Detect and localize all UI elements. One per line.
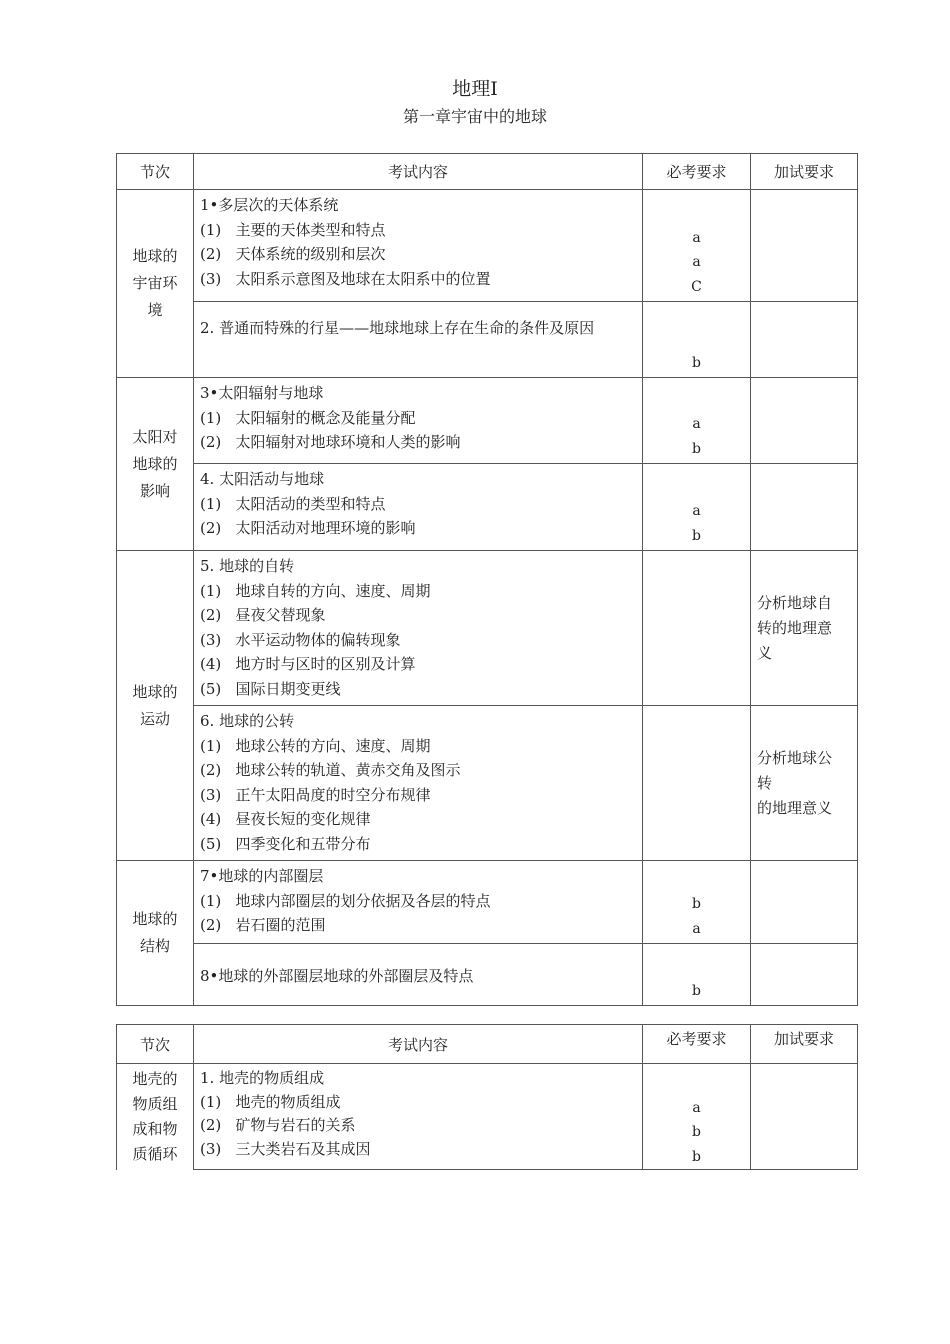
additional-cell — [751, 1064, 858, 1170]
section-name-line: 影响 — [139, 481, 170, 500]
required-level: b — [692, 1148, 701, 1165]
content-cell — [194, 551, 643, 706]
content-cell — [194, 944, 643, 1006]
additional-text-line: 义 — [757, 643, 773, 662]
content-cell — [194, 706, 643, 861]
item-sub: (2) 昼夜父替现象 — [200, 606, 326, 624]
additional-text-line: 的地理意义 — [757, 798, 833, 817]
item-sub: (2) 太阳活动对地理环境的影响 — [200, 519, 416, 537]
table-row — [117, 861, 858, 944]
additional-cell — [751, 302, 858, 378]
item-sub: (1) 主要的天体类型和特点 — [200, 220, 386, 239]
additional-text-line: 转 — [757, 773, 773, 792]
item-head: 8•地球的外部圈层地球的外部圈层及特点 — [200, 967, 474, 985]
section-name-line: 地球的 — [132, 454, 178, 473]
required-cell — [643, 706, 751, 861]
additional-cell — [751, 464, 858, 551]
header-content: 考试内容 — [194, 154, 643, 190]
additional-text-line: 分析地球公 — [757, 748, 833, 767]
table-row — [117, 378, 858, 464]
table-row — [117, 464, 858, 551]
section-name-line: 成和物 — [132, 1120, 178, 1138]
required-cell — [643, 861, 751, 944]
item-head: 7•地球的内部圈层 — [200, 867, 324, 885]
item-sub: (2) 岩石圈的范围 — [200, 916, 326, 934]
content-cell — [194, 861, 643, 944]
additional-cell — [751, 190, 858, 302]
required-cell — [643, 378, 751, 464]
table-header-row — [117, 1025, 858, 1064]
section-name-line: 地球的 — [132, 247, 178, 265]
required-cell — [643, 944, 751, 1006]
content-cell — [194, 464, 643, 551]
item-head: 1. 地壳的物质组成 — [200, 1069, 325, 1087]
required-level: a — [692, 1099, 701, 1116]
section-name-line: 境 — [147, 301, 163, 319]
item-sub: (1) 地球自转的方向、速度、周期 — [200, 581, 431, 600]
header-additional: 加试要求 — [751, 1025, 858, 1064]
section-name-line: 宇宙环 — [132, 274, 178, 292]
required-level: b — [692, 440, 701, 457]
required-level: b — [692, 896, 701, 912]
item-head: 6. 地球的公转 — [200, 712, 295, 730]
section-name-line: 地球的 — [132, 910, 178, 928]
section-name-line: 地球的 — [132, 682, 178, 701]
item-sub: (3) 正午太阳咼度的时空分布规律 — [200, 785, 431, 804]
section-cell — [117, 551, 194, 861]
item-sub: (1) 地球公转的方向、速度、周期 — [200, 736, 431, 755]
table-row — [117, 551, 858, 706]
additional-text-line: 转的地理意 — [757, 618, 833, 637]
section-name-line: 太阳对 — [132, 427, 178, 446]
content-cell — [194, 378, 643, 464]
section-name-line: 结构 — [139, 937, 170, 955]
required-level: b — [692, 354, 701, 371]
header-required: 必考要求 — [643, 1025, 751, 1064]
chapter-title: 第一章宇宙中的地球 — [402, 107, 547, 126]
section-name-line: 运动 — [139, 709, 170, 728]
header-content: 考试内容 — [194, 1025, 643, 1064]
item-sub: (2) 太阳辐射对地球环境和人类的影响 — [200, 433, 461, 451]
item-sub: (1) 太阳活动的类型和特点 — [200, 494, 386, 513]
header-additional: 加试要求 — [751, 154, 858, 190]
additional-text-line: 分析地球自 — [757, 593, 833, 612]
table-row — [117, 1064, 858, 1170]
additional-cell — [751, 378, 858, 464]
additional-cell — [751, 861, 858, 944]
section-cell — [117, 861, 194, 1006]
table-header-row — [117, 154, 858, 190]
content-cell — [194, 302, 643, 378]
required-level: a — [692, 254, 701, 270]
item-sub: (3) 三大类岩石及其成因 — [200, 1139, 371, 1158]
required-level: a — [692, 229, 701, 246]
content-cell — [194, 1064, 643, 1170]
required-level: a — [692, 416, 701, 432]
section-cell — [117, 190, 194, 378]
required-level: C — [691, 278, 702, 295]
section-name-line: 质循环 — [132, 1145, 178, 1163]
header-required: 必考要求 — [643, 154, 751, 190]
item-sub: (4) 地方时与区时的区别及计算 — [200, 655, 416, 673]
item-sub: (1) 地壳的物质组成 — [200, 1092, 341, 1111]
item-sub: (1) 地球内部圈层的划分依据及各层的特点 — [200, 891, 491, 910]
item-head: 2. 普通而特殊的行星——地球地球上存在生命的条件及原因 — [200, 319, 595, 337]
required-level: b — [692, 527, 701, 544]
item-sub: (3) 太阳系示意图及地球在太阳系中的位置 — [200, 269, 491, 288]
required-cell — [643, 1064, 751, 1170]
header-section: 节次 — [117, 1025, 194, 1064]
table-row — [117, 302, 858, 378]
section-name-line: 地壳的 — [132, 1070, 178, 1088]
additional-cell — [751, 944, 858, 1006]
required-level: a — [692, 503, 701, 519]
item-sub: (4) 昼夜长短的变化规律 — [200, 810, 371, 828]
table-row — [117, 706, 858, 861]
item-head: 5. 地球的自转 — [200, 557, 295, 575]
additional-cell — [751, 551, 858, 706]
header-section: 节次 — [117, 154, 194, 190]
section-name-line: 物质组 — [132, 1095, 178, 1113]
item-head: 4. 太阳活动与地球 — [200, 470, 325, 488]
item-sub: (2) 地球公转的轨道、黄赤交角及图示 — [200, 761, 461, 779]
exam-requirements-table — [116, 153, 858, 1006]
required-cell — [643, 551, 751, 706]
item-head: 1•多层次的天体系统 — [200, 196, 339, 214]
exam-requirements-table-continued — [116, 1024, 858, 1170]
required-cell — [643, 302, 751, 378]
required-level: b — [692, 982, 701, 999]
item-sub: (1) 太阳辐射的概念及能量分配 — [200, 408, 416, 427]
required-level: a — [692, 920, 701, 937]
section-cell — [117, 1064, 194, 1170]
additional-cell — [751, 706, 858, 861]
item-sub: (5) 四季变化和五带分布 — [200, 834, 371, 853]
required-cell — [643, 190, 751, 302]
required-cell — [643, 464, 751, 551]
item-head: 3•太阳辐射与地球 — [200, 384, 324, 402]
table-row — [117, 190, 858, 302]
item-sub: (2) 天体系统的级别和层次 — [200, 245, 386, 263]
required-level: b — [692, 1124, 701, 1140]
document-title: 地理I — [452, 78, 498, 100]
item-sub: (2) 矿物与岩石的关系 — [200, 1116, 356, 1134]
section-cell — [117, 378, 194, 551]
content-cell — [194, 190, 643, 302]
item-sub: (5) 国际日期变更线 — [200, 679, 341, 698]
item-sub: (3) 水平运动物体的偏转现象 — [200, 630, 401, 649]
table-row — [117, 944, 858, 1006]
